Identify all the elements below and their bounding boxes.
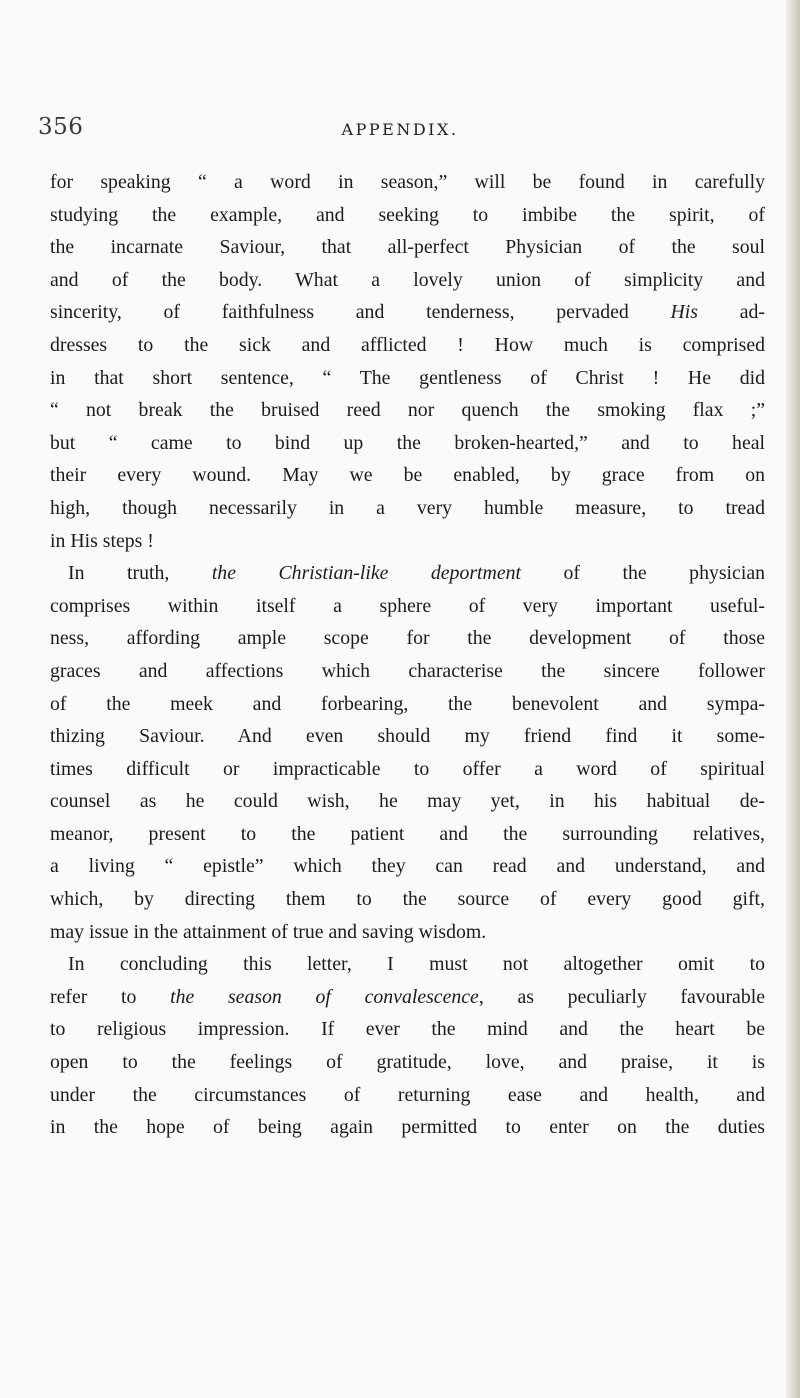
italic-phrase: the season of convalescence (170, 985, 479, 1008)
text-line: in the hope of being again permitted to enter on the duties (50, 1116, 765, 1139)
text-line-with-italic: sincerity, of faithfulness and tenderness, pervaded His ad- (50, 301, 765, 324)
text-line: the incarnate Saviour, that all-perfect Physician of the soul (50, 236, 765, 259)
text-line: open to the feelings of gratitude, love, and praise, it is (50, 1051, 765, 1074)
text-line: thizing Saviour. And even should my friend find it some- (50, 725, 765, 748)
text-line: for speaking “ a word in season,” will be found in carefully (50, 171, 765, 193)
text-line: dresses to the sick and afflicted ! How much is comprised (50, 333, 765, 356)
text-line: and of the body. What a lovely union of simplicity and (50, 268, 765, 291)
page-edge-shadow (786, 0, 800, 1398)
text-line-with-italic: In truth, the Christian-like deportment of the physician (68, 562, 765, 585)
text-line: to religious impression. If ever the mind and the heart be (50, 1018, 765, 1041)
text-line: high, though necessarily in a very humble measure, to tread (50, 496, 765, 519)
text-line: but “ came to bind up the broken-hearted,” and to heal (50, 431, 765, 454)
text-line: which, by directing them to the source of every good gift, (50, 888, 765, 911)
text-line: times difficult or impracticable to offer a word of spiritual (50, 757, 765, 780)
text-line: “ not break the bruised reed nor quench the smoking flax ;” (50, 399, 765, 422)
text-line: under the circumstances of returning ease and health, and (50, 1083, 765, 1106)
body-text (50, 166, 765, 1144)
text-line: comprises within itself a sphere of very important useful- (50, 594, 765, 617)
text-line: In concluding this letter, I must not altogether omit to (68, 953, 765, 976)
text-line: in His steps ! (50, 529, 154, 552)
text-line: may issue in the attainment of true and saving wisdom. (50, 920, 487, 943)
text-line: their every wound. May we be enabled, by grace from on (50, 464, 765, 487)
text-line: in that short sentence, “ The gentleness of Christ ! He did (50, 366, 765, 389)
text-line: graces and affections which characterise the sincere follower (50, 659, 765, 682)
text-line: of the meek and forbearing, the benevolent and sympa- (50, 692, 765, 715)
text-line: counsel as he could wish, he may yet, in his habitual de- (50, 790, 765, 813)
page-number: 356 (38, 114, 84, 140)
italic-phrase: the Christian-like deportment (211, 562, 521, 585)
text-line: meanor, present to the patient and the surrounding relatives, (50, 822, 765, 845)
text-line: a living “ epistle” which they can read and understand, and (50, 855, 765, 878)
running-head: APPENDIX. (341, 120, 459, 139)
italic-phrase: His (670, 301, 698, 324)
text-line: ness, affording ample scope for the development of those (50, 627, 765, 650)
text-line: studying the example, and seeking to imbibe the spirit, of (50, 203, 765, 226)
text-line-with-italic: refer to the season of convalescence, as peculiarly favourable (50, 985, 765, 1008)
